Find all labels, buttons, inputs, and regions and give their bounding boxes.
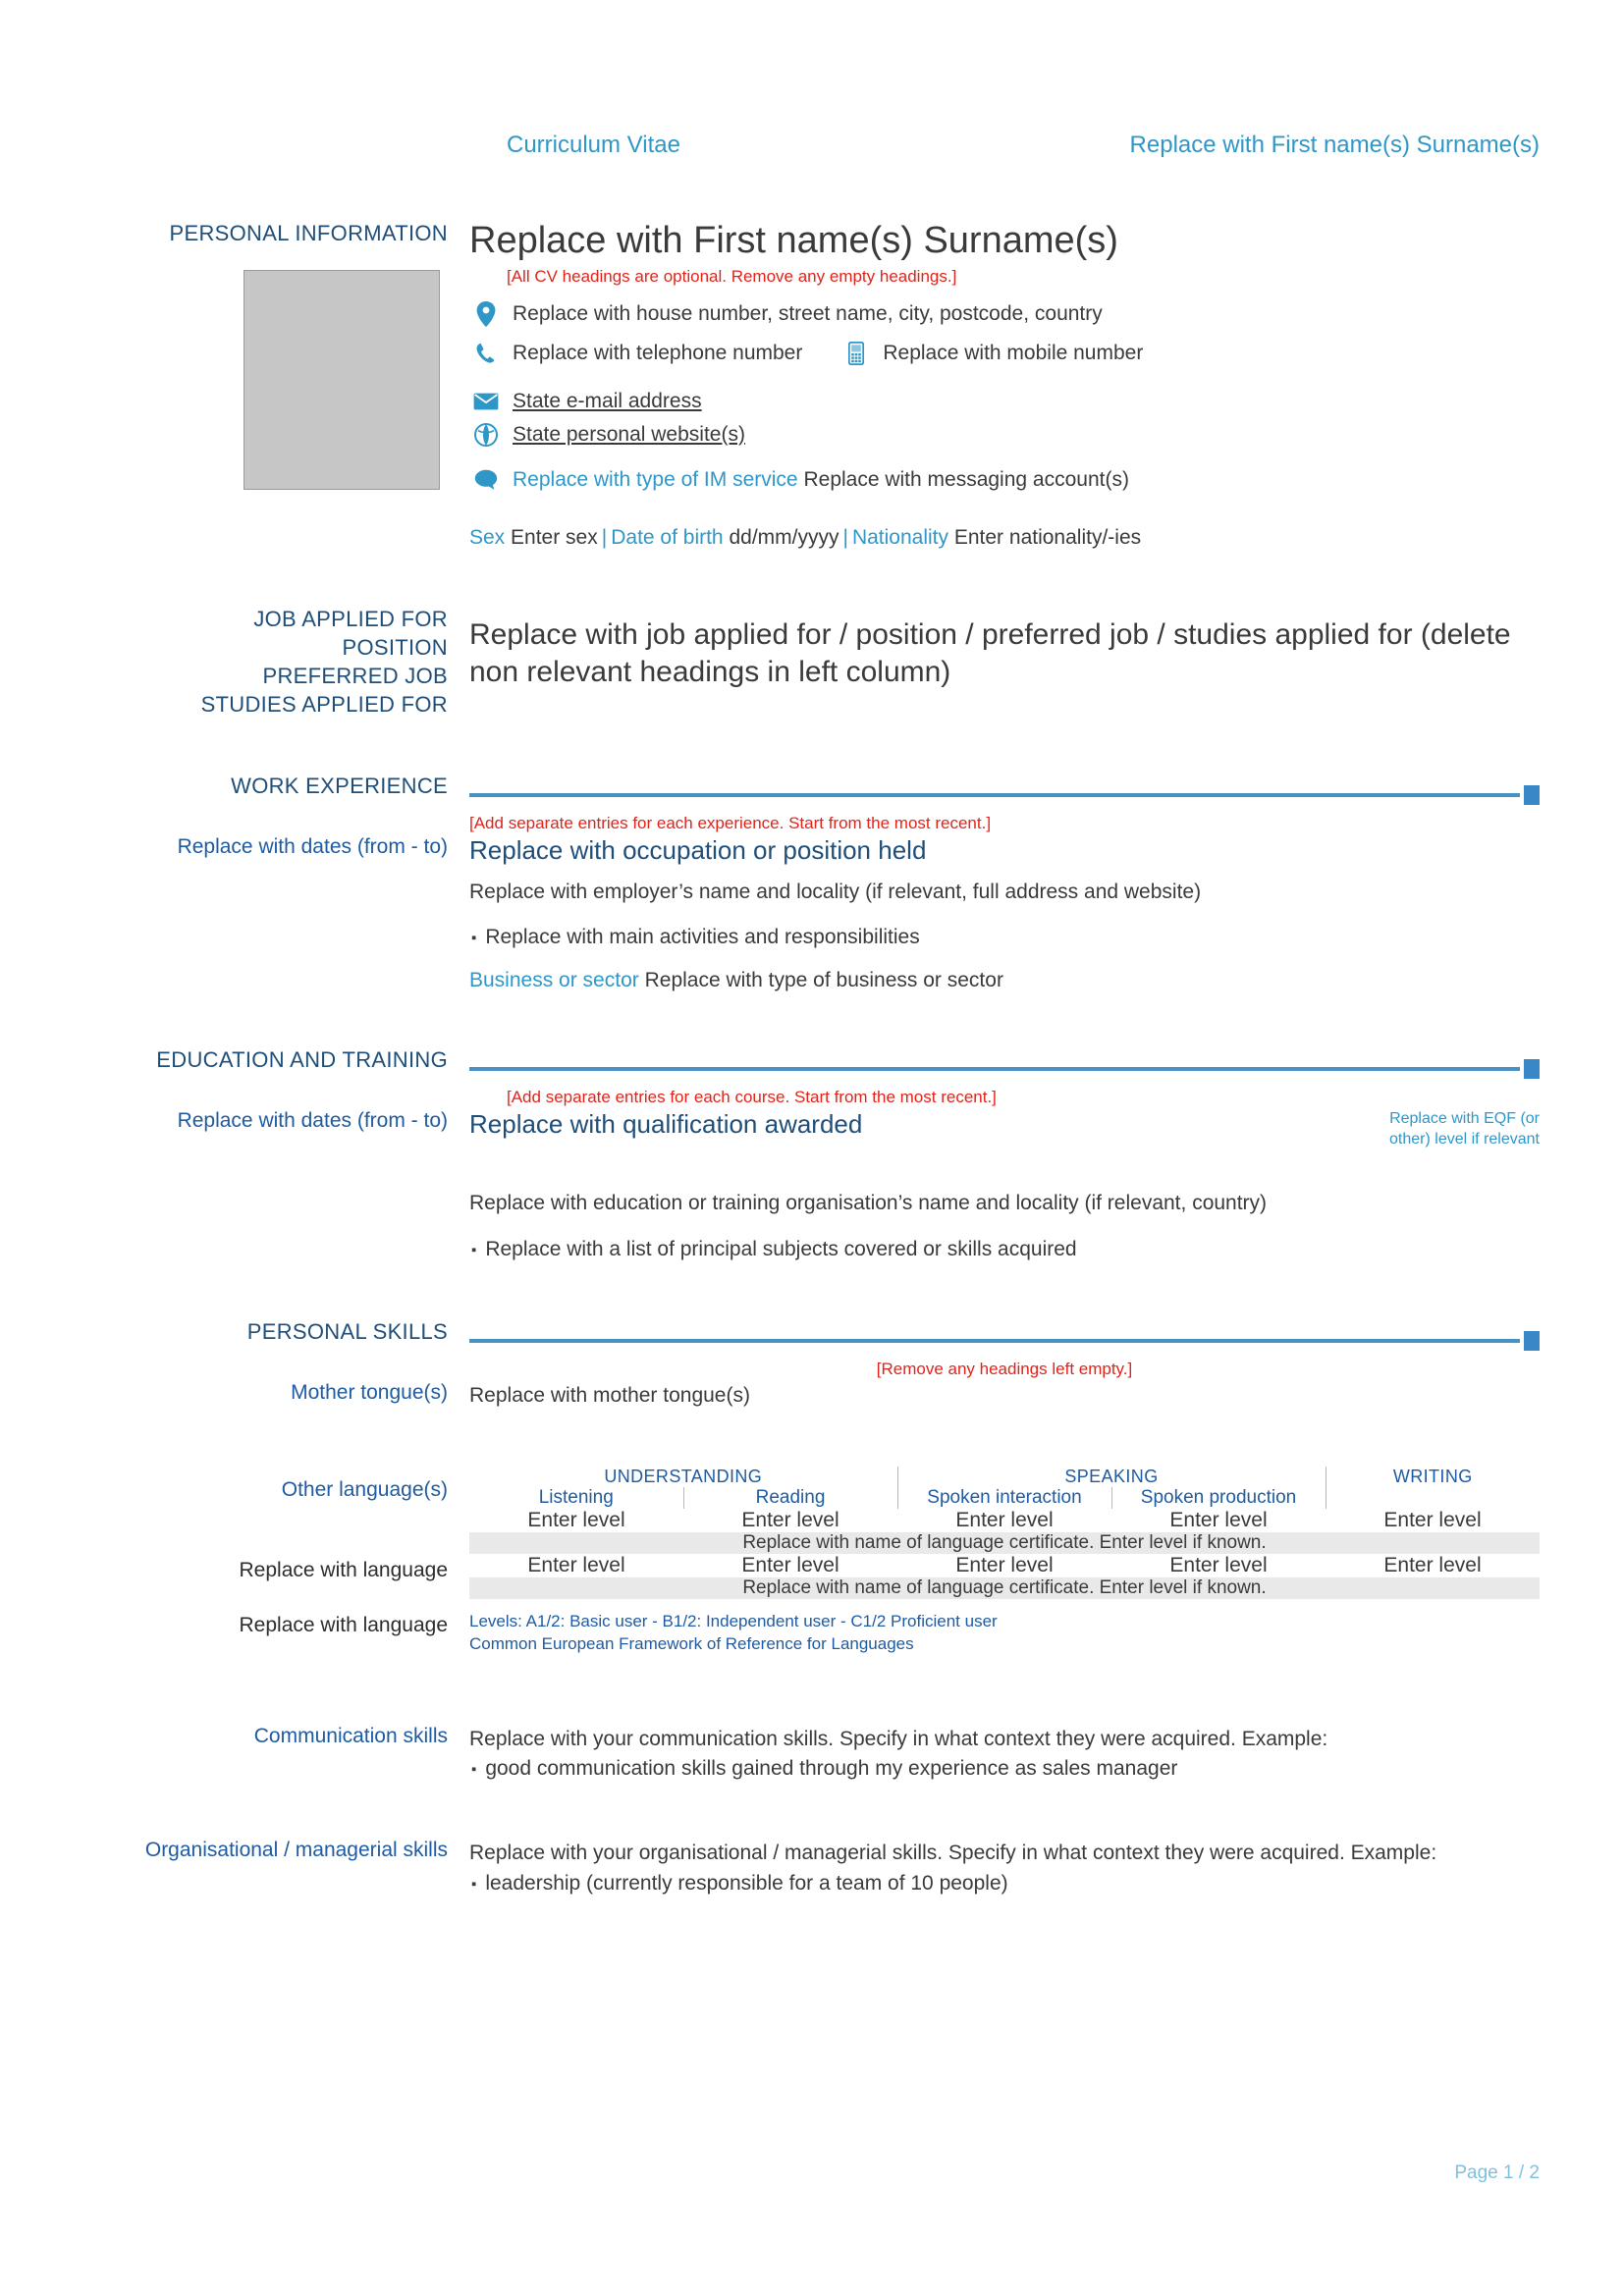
- languages-group-header-row: [469, 1467, 1540, 1487]
- label-mother-tongue: Mother tongue(s): [291, 1381, 448, 1405]
- contact-address[interactable]: [469, 294, 1540, 334]
- communication-text[interactable]: Replace with your communication skills. Specify in what context they were acquired. Example:: [469, 1727, 1328, 1750]
- bio-nationality-value[interactable]: Enter nationality/-ies: [953, 525, 1142, 549]
- header-writing: WRITING: [1326, 1467, 1540, 1487]
- personal-information-body: [469, 221, 1624, 550]
- education-organisation-text[interactable]: Replace with education or training organisation’s name and locality (if relevant, country): [469, 1192, 1268, 1215]
- work-position-title[interactable]: Replace with occupation or position held: [469, 834, 927, 865]
- mother-tongue-label-col: [0, 1381, 469, 1405]
- rule-end-cap: [1524, 1059, 1540, 1079]
- mobile-text: Replace with mobile number: [883, 341, 1144, 364]
- personal-skills-hint-row: [0, 1351, 1624, 1381]
- lang2-reading[interactable]: Enter level: [741, 1553, 839, 1576]
- telephone-text: Replace with telephone number: [513, 341, 803, 364]
- label-language-2[interactable]: Replace with language: [239, 1614, 448, 1636]
- cefr-levels-line-1: Levels: A1/2: Basic user - B1/2: Independent user - C1/2 Proficient user: [469, 1611, 998, 1630]
- lang1-reading[interactable]: Enter level: [741, 1508, 839, 1531]
- rule-line: [469, 1067, 1520, 1071]
- subheader-spoken-interaction: Spoken interaction: [897, 1487, 1111, 1509]
- communication-skills-row: [0, 1725, 1624, 1785]
- communication-bullet[interactable]: ▪ good communication skills gained through my experience as sales manager: [469, 1754, 1540, 1784]
- envelope-icon: [469, 393, 503, 410]
- address-text: Replace with house number, street name, city, postcode, country: [513, 301, 1103, 325]
- communication-label-col: [0, 1725, 469, 1748]
- lang2-spoken-interaction[interactable]: Enter level: [955, 1553, 1054, 1576]
- mother-tongue-row: [0, 1381, 1624, 1411]
- label-education-and-training: EDUCATION AND TRAINING: [156, 1046, 448, 1072]
- work-sector-line: [469, 969, 1540, 992]
- organisational-body: [469, 1839, 1624, 1898]
- page-number: Page 1 / 2: [1454, 2163, 1540, 2183]
- bio-sex-value[interactable]: Enter sex: [511, 525, 598, 549]
- organisational-label-col: [0, 1839, 469, 1862]
- language-2-name-label-wrap: [0, 1614, 469, 1637]
- bio-dob-label: Date of birth: [611, 525, 724, 549]
- photo-placeholder[interactable]: [244, 270, 440, 490]
- lang1-certificate[interactable]: Replace with name of language certificate. Enter level if known.: [469, 1532, 1540, 1554]
- communication-body: [469, 1725, 1624, 1785]
- education-subjects-bullet[interactable]: ▪ Replace with a list of principal subjects covered or skills acquired: [469, 1235, 1540, 1264]
- cefr-levels-line-2[interactable]: Common European Framework of Reference for Languages: [469, 1633, 914, 1653]
- contact-list: [469, 294, 1540, 497]
- bio-sex-label: Sex: [469, 525, 506, 549]
- hint-work-experience: [Add separate entries for each experience. Start from the most recent.]: [469, 813, 992, 832]
- work-experience-hint-row: [0, 805, 1624, 835]
- languages-table: [469, 1467, 1540, 1599]
- section-rule-work-experience: [469, 774, 1540, 805]
- header-document-type: Curriculum Vitae: [507, 132, 680, 158]
- education-entry: [0, 1109, 1624, 1264]
- rule-end-cap: [1524, 785, 1540, 805]
- section-job-applied-for: [0, 605, 1624, 719]
- job-applied-for-text[interactable]: Replace with job applied for / position / preferred job / studies applied for (delete non relevant headings in left column): [469, 617, 1511, 689]
- rule-line: [469, 1339, 1520, 1343]
- im-service-text: Replace with type of IM service: [513, 467, 798, 491]
- label-other-languages: Other language(s): [281, 1477, 448, 1501]
- bio-separator-1: |: [601, 525, 608, 549]
- mother-tongue-value[interactable]: Replace with mother tongue(s): [469, 1384, 750, 1408]
- document-footer: [507, 2163, 1540, 2184]
- education-label-col: [0, 1047, 469, 1073]
- work-employer-text[interactable]: Replace with employer’s name and locality (if relevant, full address and website): [469, 880, 1202, 903]
- bio-dob-value[interactable]: dd/mm/yyyy: [729, 525, 839, 549]
- work-experience-rule: [469, 774, 1624, 805]
- phone-icon: [469, 343, 503, 364]
- contact-instant-messaging[interactable]: [469, 463, 1540, 497]
- cefr-levels-note: [469, 1611, 1540, 1656]
- header-understanding: UNDERSTANDING: [604, 1466, 763, 1486]
- rule-line: [469, 793, 1520, 797]
- lang1-listening[interactable]: Enter level: [527, 1508, 625, 1531]
- language-row-1-certificate: [469, 1532, 1540, 1554]
- candidate-name[interactable]: Replace with First name(s) Surname(s): [469, 220, 1118, 261]
- education-qualification-title[interactable]: Replace with qualification awarded: [469, 1108, 863, 1139]
- work-experience-dates-col: [0, 835, 469, 859]
- section-rule-personal-skills: [469, 1319, 1540, 1351]
- personal-skills-label-col: [0, 1319, 469, 1345]
- chat-bubble-icon: [469, 469, 503, 491]
- bio-nationality-label: Nationality: [851, 525, 949, 549]
- hint-education: [Add separate entries for each course. Start from the most recent.]: [507, 1087, 997, 1106]
- section-education-heading: [0, 1047, 1624, 1079]
- education-dates-col: [0, 1109, 469, 1133]
- label-position: POSITION: [342, 634, 448, 660]
- header-speaking: SPEAKING: [897, 1467, 1326, 1487]
- work-sector-value[interactable]: Replace with type of business or sector: [644, 968, 1003, 991]
- contact-email[interactable]: [469, 385, 1540, 418]
- education-hint-row: [0, 1079, 1624, 1109]
- label-organisational-skills: Organisational / managerial skills: [144, 1839, 448, 1862]
- lang1-spoken-interaction[interactable]: Enter level: [955, 1508, 1054, 1531]
- globe-icon: [469, 423, 503, 447]
- other-languages-label-col: [0, 1467, 469, 1502]
- hint-headings-optional: [All CV headings are optional. Remove any empty headings.]: [507, 266, 957, 286]
- subheader-writing-empty: [1326, 1487, 1540, 1509]
- label-work-experience: WORK EXPERIENCE: [231, 773, 448, 798]
- label-job-applied-for: JOB APPLIED FOR: [253, 606, 448, 631]
- language-row-2-certificate: [469, 1577, 1540, 1599]
- mother-tongue-body: [469, 1381, 1624, 1411]
- education-rule: [469, 1047, 1624, 1079]
- section-personal-skills-heading: [0, 1319, 1624, 1351]
- qualification-row: [469, 1109, 1540, 1150]
- job-applied-for-label-col: [0, 605, 469, 719]
- work-experience-label-col: [0, 774, 469, 799]
- education-hint-body: [469, 1079, 1624, 1109]
- subheader-listening: Listening: [538, 1486, 614, 1508]
- location-pin-icon: [469, 301, 503, 327]
- label-personal-information: PERSONAL INFORMATION: [169, 221, 448, 245]
- work-sector-label: Business or sector: [469, 968, 639, 991]
- organisational-text[interactable]: Replace with your organisational / managerial skills. Specify in what context they were acquired. Example:: [469, 1842, 1437, 1865]
- organisational-skills-row: [0, 1839, 1624, 1898]
- bio-separator-2: |: [842, 525, 848, 549]
- lang2-certificate[interactable]: Replace with name of language certificate. Enter level if known.: [469, 1577, 1540, 1599]
- personal-skills-hint-body: [469, 1351, 1624, 1381]
- label-language-1[interactable]: Replace with language: [239, 1559, 448, 1581]
- subheader-reading: Reading: [683, 1487, 897, 1509]
- label-studies-applied-for: STUDIES APPLIED FOR: [200, 691, 448, 717]
- personal-skills-rule: [469, 1319, 1624, 1351]
- personal-information-label-col: [0, 221, 469, 490]
- section-rule-education: [469, 1047, 1540, 1079]
- organisational-bullet[interactable]: ▪ leadership (currently responsible for a team of 10 people): [469, 1869, 1540, 1898]
- lang1-writing[interactable]: Enter level: [1383, 1508, 1482, 1531]
- language-row-2-levels: [469, 1554, 1540, 1577]
- education-entry-body: [469, 1109, 1624, 1264]
- email-text[interactable]: State e-mail address: [513, 389, 702, 412]
- label-communication-skills: Communication skills: [253, 1724, 448, 1747]
- label-personal-skills: PERSONAL SKILLS: [246, 1319, 448, 1345]
- lang2-spoken-production[interactable]: Enter level: [1169, 1553, 1268, 1576]
- website-text[interactable]: State personal website(s): [513, 422, 745, 446]
- job-applied-for-body: [469, 605, 1624, 692]
- section-work-experience-heading: [0, 774, 1624, 805]
- rule-end-cap: [1524, 1331, 1540, 1351]
- language-1-name-label-wrap: [0, 1559, 469, 1582]
- contact-phones[interactable]: [469, 334, 1540, 373]
- work-experience-hint-body: [469, 805, 1624, 835]
- cv-body: [0, 221, 1624, 1898]
- subheader-spoken-production: Spoken production: [1111, 1487, 1326, 1509]
- label-education-dates[interactable]: Replace with dates (from - to): [177, 1108, 448, 1132]
- mobile-phone-icon: [839, 342, 873, 365]
- bio-line: [469, 526, 1540, 550]
- lang2-writing[interactable]: Enter level: [1383, 1553, 1482, 1576]
- contact-website[interactable]: [469, 418, 1540, 452]
- hint-personal-skills: [Remove any headings left empty.]: [876, 1360, 1133, 1379]
- work-experience-entry: [0, 835, 1624, 992]
- label-preferred-job: PREFERRED JOB: [262, 663, 448, 688]
- header-candidate-name: Replace with First name(s) Surname(s): [1129, 132, 1540, 158]
- lang2-listening[interactable]: Enter level: [527, 1553, 625, 1576]
- language-row-1-levels: [469, 1509, 1540, 1532]
- work-experience-entry-body: [469, 835, 1624, 992]
- im-account-text: Replace with messaging account(s): [803, 467, 1129, 491]
- other-languages-table-wrap: [469, 1467, 1624, 1656]
- lang1-spoken-production[interactable]: Enter level: [1169, 1508, 1268, 1531]
- languages-sub-header-row: [469, 1487, 1540, 1509]
- work-activities-bullet[interactable]: ▪ Replace with main activities and responsibilities: [469, 923, 1540, 952]
- education-eqf-note[interactable]: Replace with EQF (or other) level if relevant: [1389, 1109, 1540, 1148]
- label-work-dates[interactable]: Replace with dates (from - to): [177, 834, 448, 858]
- document-header: [507, 132, 1540, 159]
- section-personal-information: [0, 221, 1624, 550]
